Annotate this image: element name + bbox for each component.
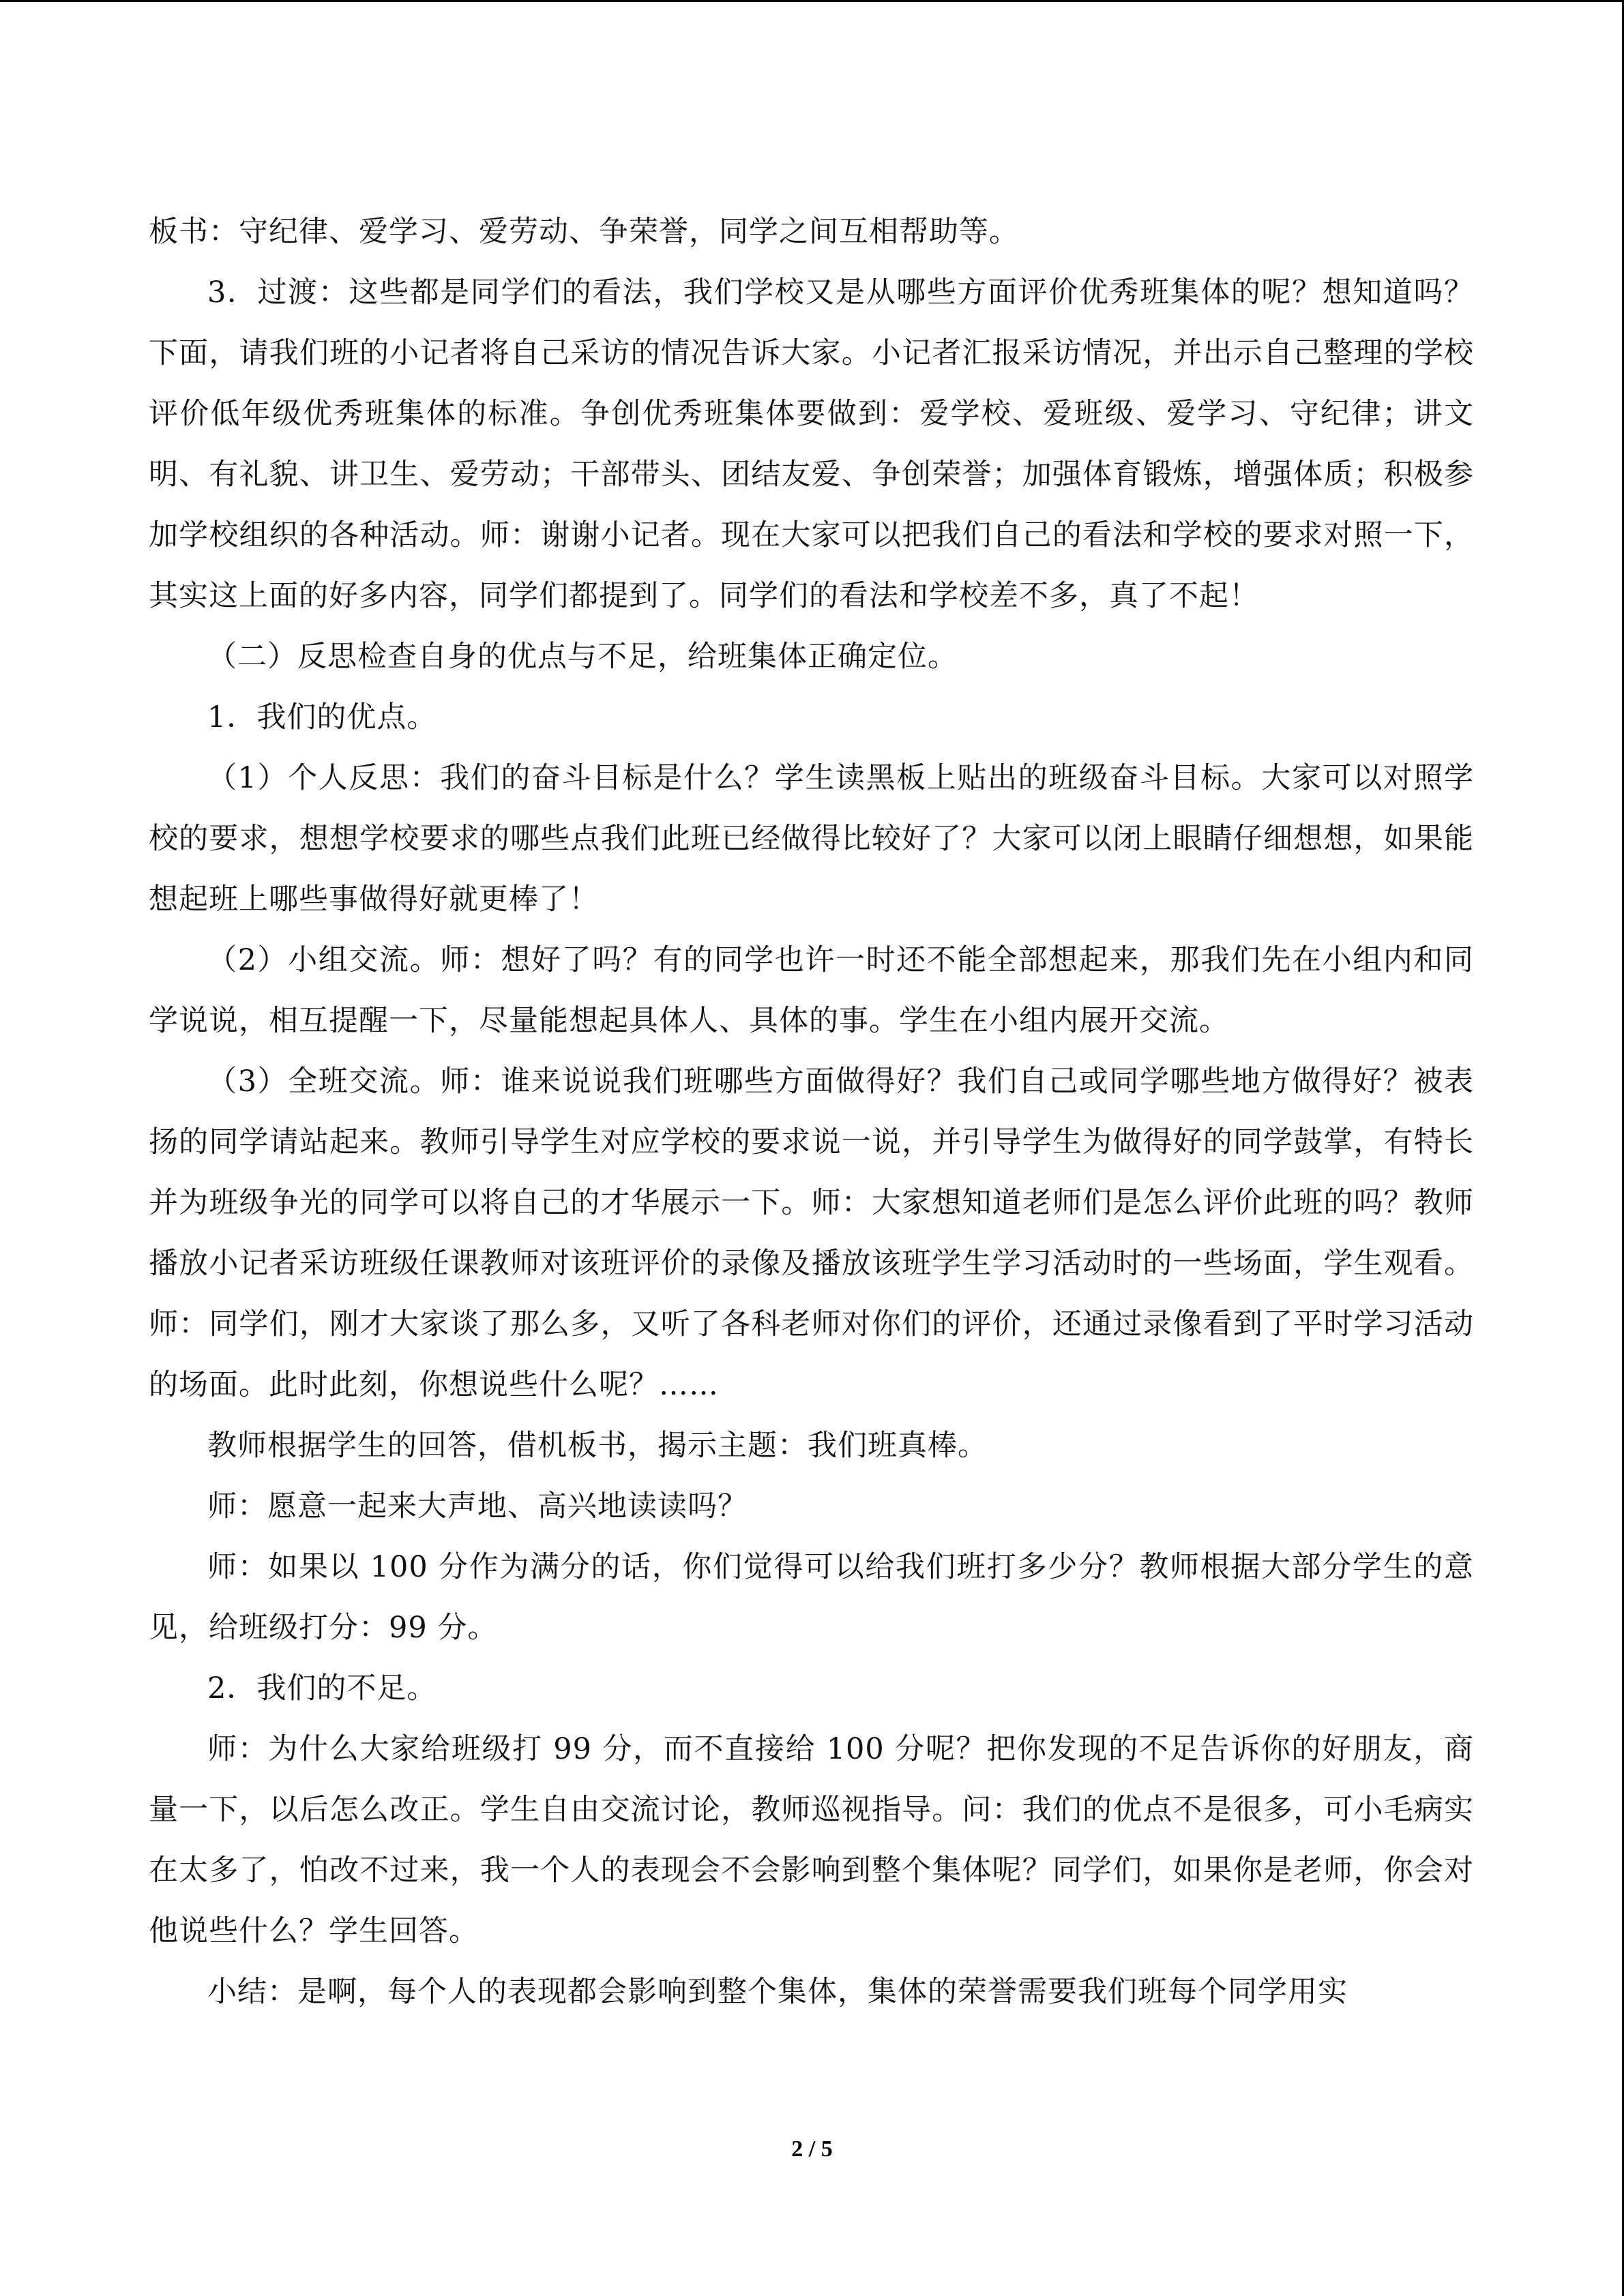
document-body bbox=[149, 202, 1474, 2023]
page-border-top bbox=[0, 0, 1624, 2]
paragraph: 师：为什么大家给班级打 99 分，而不直接给 100 分呢？把你发现的不足告诉你的好朋友，商量一下，以后怎么改正。学生自由交流讨论，教师巡视指导。问：我们的优点不是很多，可小毛病实在太多了，怕改不过来，我一个人的表现会不会影响到整个集体呢？同学们，如果你是老师，你会对他说些什么？学生回答。 bbox=[149, 1732, 1474, 1948]
section-heading: （二）反思检查自身的优点与不足，给班集体正确定位。 bbox=[207, 640, 958, 674]
paragraph: 教师根据学生的回答，借机板书，揭示主题：我们班真棒。 bbox=[207, 1429, 988, 1463]
paragraph: （2）小组交流。师：想好了吗？有的同学也许一时还不能全部想起来，那我们先在小组内和同学说说，相互提醒一下，尽量能想起具体人、具体的事。学生在小组内展开交流。 bbox=[149, 943, 1474, 1038]
page-number: 2 / 5 bbox=[791, 2136, 833, 2162]
paragraph: （1）个人反思：我们的奋斗目标是什么？学生读黑板上贴出的班级奋斗目标。大家可以对照学校的要求，想想学校要求的哪些点我们此班已经做得比较好了？大家可以闭上眼睛仔细想想，如果能想起班上哪些事做得好就更棒了！ bbox=[149, 761, 1474, 916]
subsection-heading: 1．我们的优点。 bbox=[207, 700, 437, 734]
subsection-heading: 2．我们的不足。 bbox=[207, 1671, 437, 1705]
paragraph: 板书：守纪律、爱学习、爱劳动、争荣誉，同学之间互相帮助等。 bbox=[149, 215, 1019, 249]
paragraph: （3）全班交流。师：谁来说说我们班哪些方面做得好？我们自己或同学哪些地方做得好？被表扬的同学请站起来。教师引导学生对应学校的要求说一说，并引导学生为做得好的同学鼓掌，有特长并为班级争光的同学可以将自己的才华展示一下。师：大家想知道老师们是怎么评价此班的吗？教师播放小记者采访班级任课教师对该班评价的录像及播放该班学生学习活动时的一些场面，学生观看。师：同学们，刚才大家谈了那么多，又听了各科老师对你们的评价，还通过录像看到了平时学习活动的场面。此时此刻，你想说些什么呢？…… bbox=[149, 1064, 1474, 1402]
paragraph: 师：如果以 100 分作为满分的话，你们觉得可以给我们班打多少分？教师根据大部分学生的意见，给班级打分：99 分。 bbox=[149, 1550, 1474, 1645]
paragraph: 小结：是啊，每个人的表现都会影响到整个集体，集体的荣誉需要我们班每个同学用实 bbox=[207, 1975, 1348, 2009]
paragraph: 师：愿意一起来大声地、高兴地读读吗？ bbox=[207, 1489, 748, 1523]
paragraph: 3．过渡：这些都是同学们的看法，我们学校又是从哪些方面评价优秀班集体的呢？想知道吗？下面，请我们班的小记者将自己采访的情况告诉大家。小记者汇报采访情况，并出示自己整理的学校评价低年级优秀班集体的标准。争创优秀班集体要做到：爱学校、爱班级、爱学习、守纪律；讲文明、有礼貌、讲卫生、爱劳动；干部带头、团结友爱、争创荣誉；加强体育锻炼，增强体质；积极参加学校组织的各种活动。师：谢谢小记者。现在大家可以把我们自己的看法和学校的要求对照一下，其实这上面的好多内容，同学们都提到了。同学们的看法和学校差不多，真了不起！ bbox=[149, 275, 1474, 613]
